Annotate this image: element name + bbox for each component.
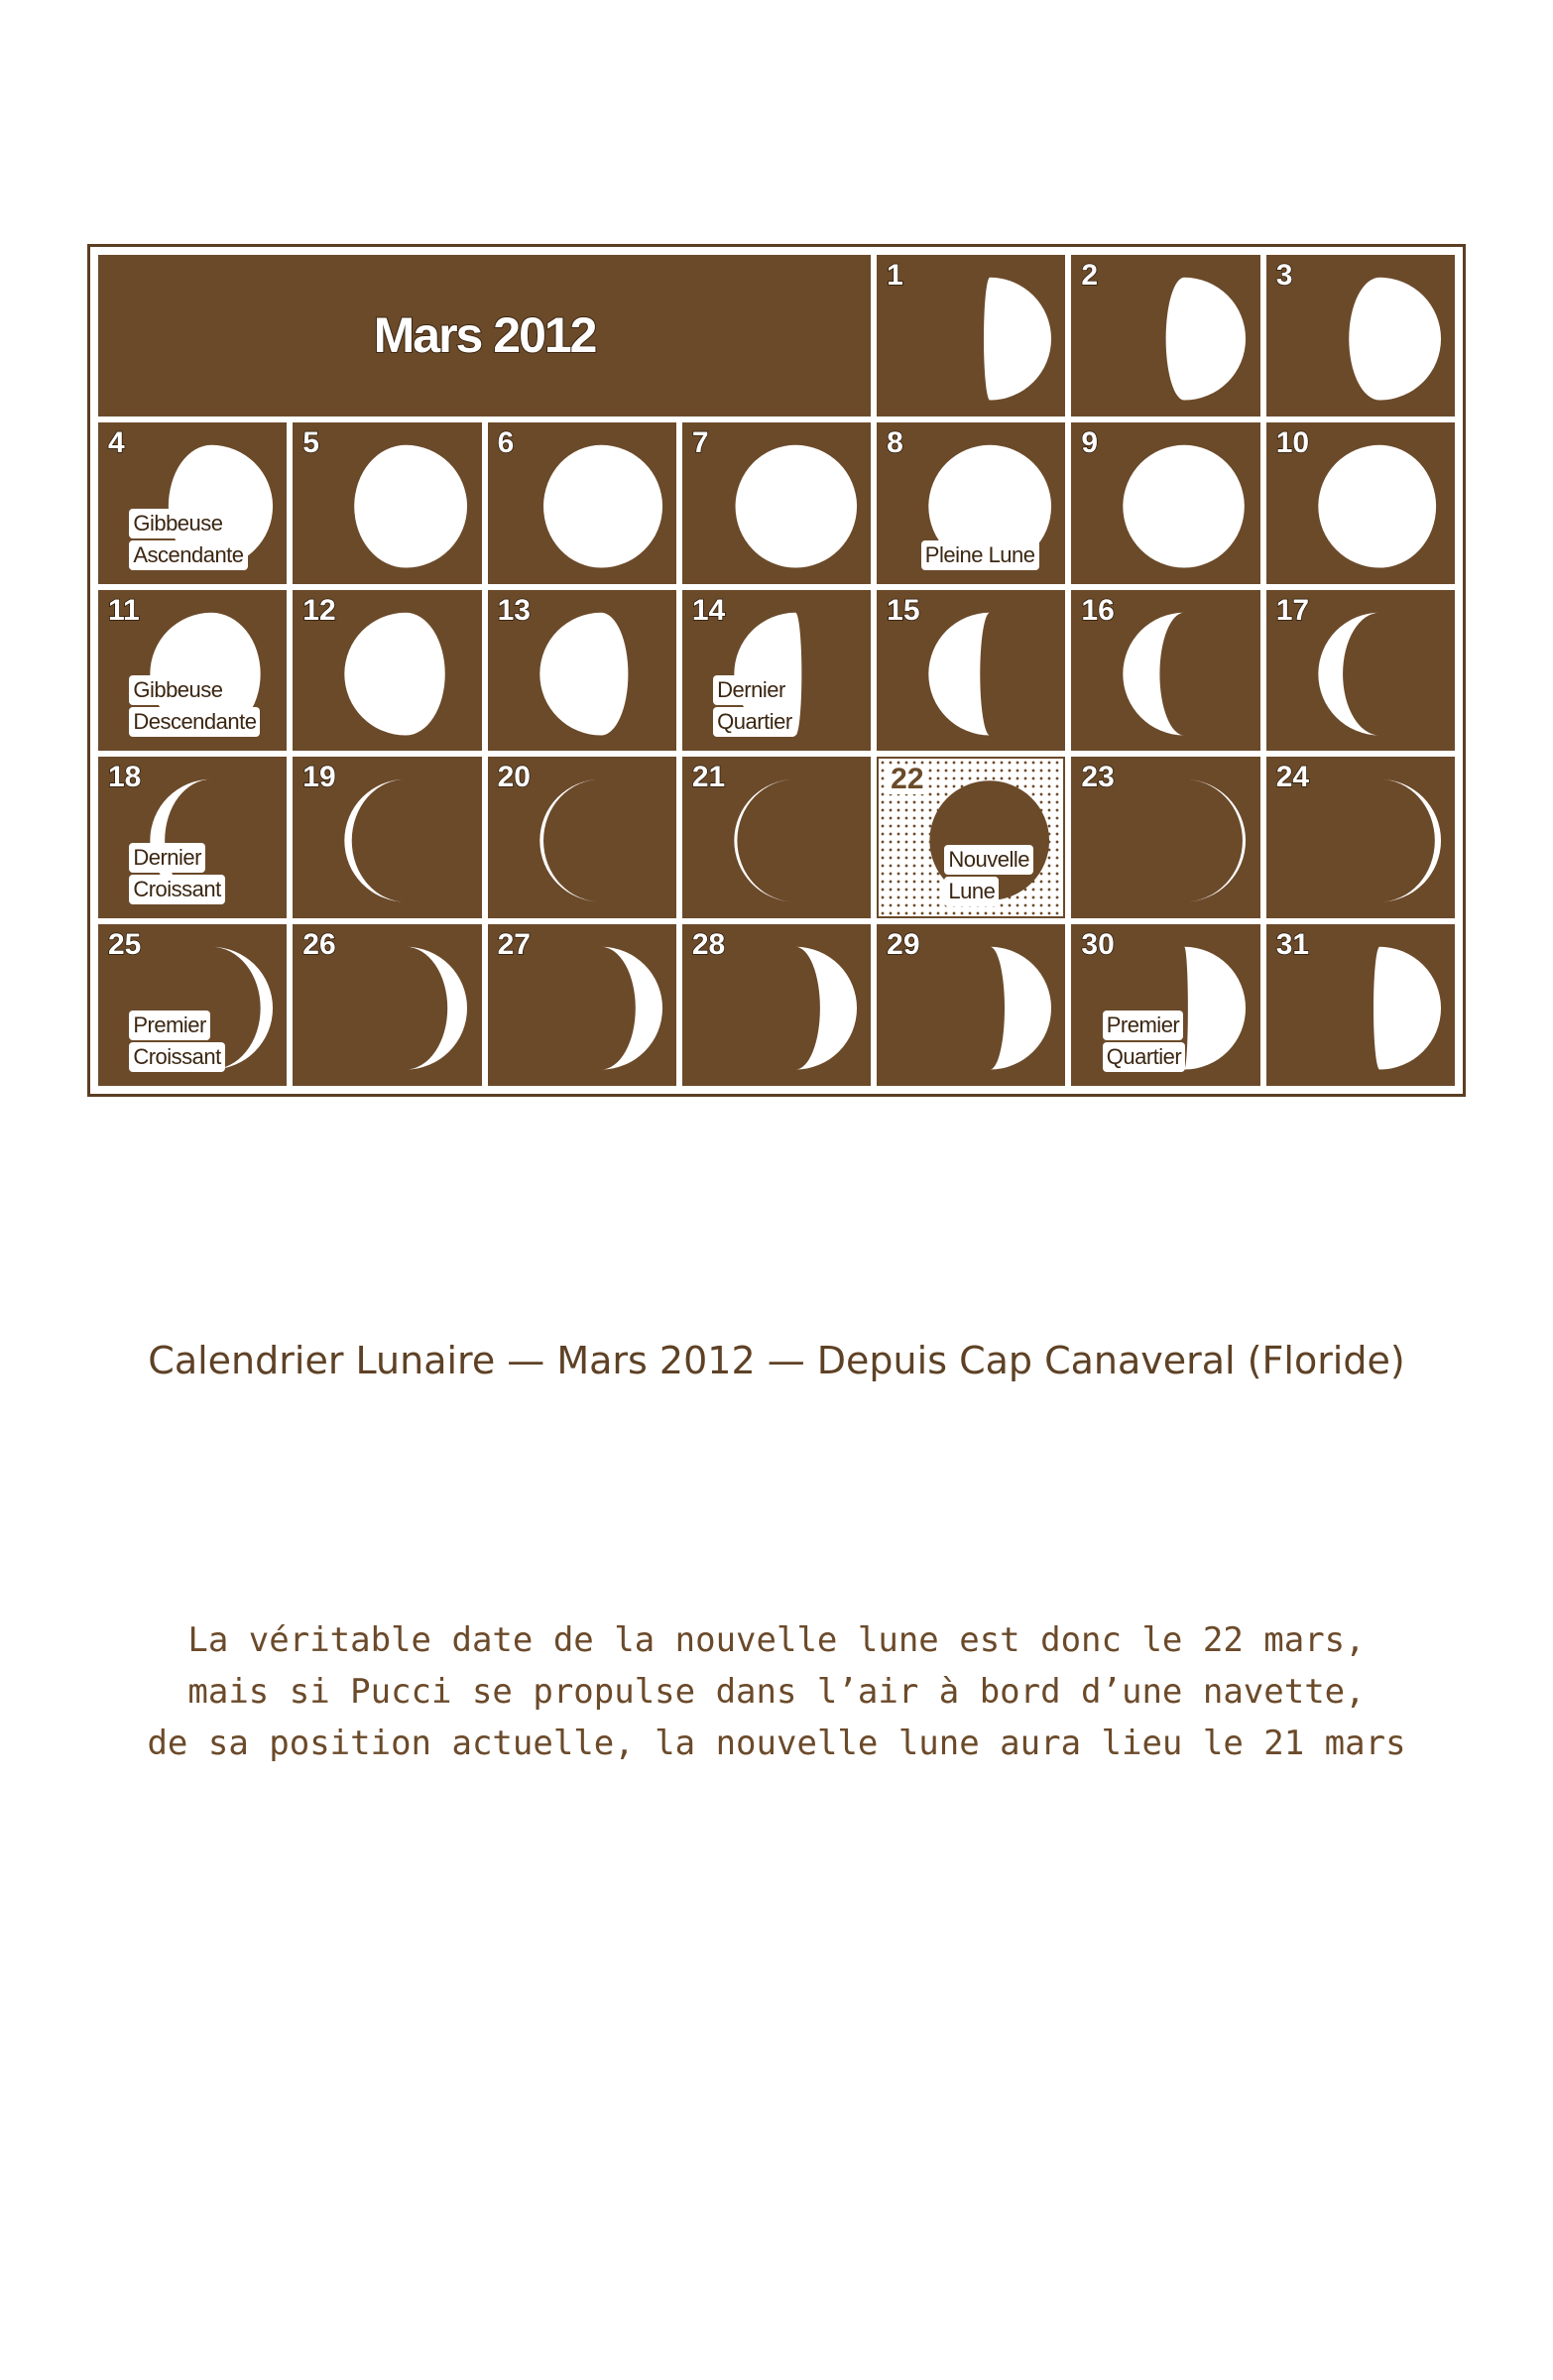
day-number: 3 (1275, 259, 1293, 292)
day-cell-11 (98, 590, 287, 752)
day-cell-10 (1266, 422, 1455, 584)
day-number: 24 (1275, 761, 1310, 794)
phase-label: Nouvelle (944, 845, 1033, 875)
day-cell-13 (488, 590, 676, 752)
note-line-3: de sa position actuelle, la nouvelle lune aura lieu le 21 mars (147, 1724, 1406, 1763)
day-cell-18 (98, 757, 287, 918)
day-number: 10 (1275, 425, 1310, 459)
lit-moon-portion (990, 947, 1051, 1070)
day-number: 14 (691, 593, 726, 627)
day-cell-3 (1266, 255, 1455, 416)
note-line-1: La véritable date de la nouvelle lune est donc le 22 mars, (187, 1620, 1366, 1660)
lit-moon-portion (734, 779, 795, 902)
day-cell-7 (682, 422, 871, 584)
day-number: 23 (1081, 761, 1115, 794)
lit-moon-portion (601, 947, 662, 1070)
lit-moon-portion (539, 612, 628, 735)
moon-phase-icon (488, 422, 676, 584)
day-cell-24 (1266, 757, 1455, 918)
phase-label: Croissant (129, 875, 224, 904)
phase-label: Dernier (129, 843, 205, 873)
lit-moon-portion (735, 445, 856, 568)
day-number: 4 (108, 425, 125, 459)
day-number: 9 (1081, 425, 1099, 459)
phase-label: Ascendante (129, 540, 247, 570)
day-cell-4 (98, 422, 287, 584)
lit-moon-portion (1185, 947, 1247, 1070)
day-cell-6 (488, 422, 676, 584)
day-number: 11 (108, 593, 140, 627)
lit-moon-portion (406, 947, 467, 1070)
day-cell-25 (98, 924, 287, 1086)
day-number: 2 (1081, 259, 1099, 292)
day-cell-30 (1071, 924, 1259, 1086)
day-cell-14 (682, 590, 871, 752)
moon-phase-icon (1071, 422, 1259, 584)
lit-moon-portion (1349, 278, 1441, 401)
phase-label: Gibbeuse (129, 509, 226, 538)
day-number: 13 (497, 593, 531, 627)
phase-label: Dernier (713, 675, 789, 705)
lit-moon-portion (1379, 779, 1441, 902)
lunar-calendar (87, 244, 1466, 1097)
day-number: 1 (887, 259, 903, 292)
day-cell-15 (877, 590, 1065, 752)
day-cell-17 (1266, 590, 1455, 752)
moon-phase-icon (293, 422, 481, 584)
lit-moon-portion (345, 612, 445, 735)
lit-moon-portion (1318, 612, 1379, 735)
day-number: 22 (891, 763, 924, 796)
day-cell-22 (877, 757, 1065, 918)
day-cell-16 (1071, 590, 1259, 752)
phase-label: Pleine Lune (921, 540, 1039, 570)
lit-moon-portion (984, 278, 1051, 401)
moon-phase-icon (877, 255, 1065, 416)
lit-moon-portion (928, 612, 990, 735)
day-number: 5 (302, 425, 319, 459)
calendar-caption: Calendrier Lunaire — Mars 2012 — Depuis Cap Canaveral (Floride) (148, 1339, 1405, 1382)
lit-moon-portion (543, 445, 662, 568)
day-number: 7 (691, 425, 709, 459)
lit-moon-portion (539, 779, 601, 902)
day-number: 6 (497, 425, 515, 459)
explanatory-note (0, 1614, 1553, 1769)
day-number: 29 (887, 928, 920, 962)
lit-moon-portion (354, 445, 467, 568)
lit-moon-portion (1185, 779, 1247, 902)
day-number: 31 (1275, 928, 1310, 962)
day-cell-20 (488, 757, 676, 918)
day-number: 27 (497, 928, 531, 962)
day-number: 26 (302, 928, 336, 962)
day-number: 8 (887, 425, 903, 459)
day-cell-8 (877, 422, 1065, 584)
day-cell-28 (682, 924, 871, 1086)
day-number: 18 (108, 761, 142, 794)
day-number: 20 (497, 761, 531, 794)
day-cell-5 (293, 422, 481, 584)
day-number: 17 (1275, 593, 1310, 627)
day-number: 12 (302, 593, 336, 627)
day-cell-19 (293, 757, 481, 918)
moon-phase-icon (682, 422, 871, 584)
moon-phase-icon (1071, 255, 1259, 416)
day-cell-21 (682, 757, 871, 918)
lit-moon-portion (345, 779, 407, 902)
day-number: 28 (691, 928, 726, 962)
moon-phase-icon (1266, 255, 1455, 416)
day-cell-31 (1266, 924, 1455, 1086)
day-cell-26 (293, 924, 481, 1086)
phase-label: Quartier (1103, 1042, 1185, 1072)
lit-moon-portion (795, 947, 857, 1070)
day-cell-23 (1071, 757, 1259, 918)
phase-label: Lune (944, 877, 999, 906)
phase-label: Descendante (129, 707, 260, 737)
phase-label: Quartier (713, 707, 795, 737)
month-title: Mars 2012 (373, 307, 596, 364)
lit-moon-portion (1124, 612, 1185, 735)
day-number: 21 (691, 761, 726, 794)
day-number: 25 (108, 928, 142, 962)
day-cell-9 (1071, 422, 1259, 584)
lit-moon-portion (1166, 278, 1246, 401)
month-title-cell (98, 255, 871, 416)
day-cell-29 (877, 924, 1065, 1086)
day-number: 19 (302, 761, 336, 794)
day-number: 15 (887, 593, 920, 627)
day-cell-1 (877, 255, 1065, 416)
phase-label: Premier (1103, 1011, 1184, 1040)
phase-label: Croissant (129, 1042, 224, 1072)
phase-label: Premier (129, 1011, 210, 1040)
note-line-2: mais si Pucci se propulse dans l’air à bord d’une navette, (187, 1672, 1366, 1712)
day-cell-27 (488, 924, 676, 1086)
phase-label: Gibbeuse (129, 675, 226, 705)
lit-moon-portion (1318, 445, 1436, 568)
day-cell-2 (1071, 255, 1259, 416)
day-cell-12 (293, 590, 481, 752)
day-number: 30 (1081, 928, 1115, 962)
lit-moon-portion (1374, 947, 1441, 1070)
day-number: 16 (1081, 593, 1115, 627)
lit-moon-portion (1124, 445, 1245, 568)
